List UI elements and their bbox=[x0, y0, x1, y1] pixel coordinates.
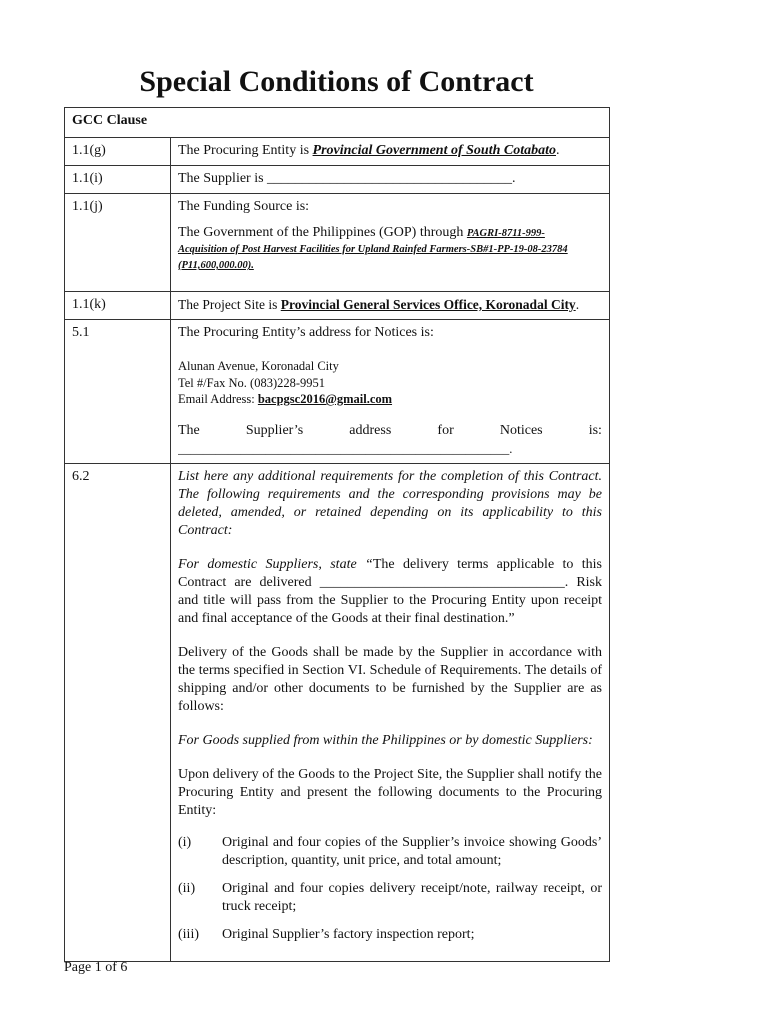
list-item bbox=[178, 880, 602, 916]
funding-source-prefix: The Government of the Philippines (GOP) through bbox=[178, 225, 467, 240]
word: is: bbox=[588, 422, 602, 438]
email-line bbox=[178, 391, 602, 408]
table-row bbox=[65, 320, 610, 464]
list-item bbox=[178, 834, 602, 870]
project-site-name: Provincial General Services Office, Koronadal City bbox=[280, 297, 576, 312]
table-row bbox=[65, 166, 610, 194]
email-address: bacpgsc2016@gmail.com bbox=[257, 392, 393, 406]
procuring-entity-name: Provincial Government of South Cotabato bbox=[312, 143, 557, 158]
word: for bbox=[437, 422, 454, 438]
clause-number: 1.1(k) bbox=[65, 292, 171, 320]
word: Supplier’s bbox=[245, 422, 304, 438]
address-line: Alunan Avenue, Koronadal City bbox=[178, 359, 339, 373]
clause-number: 6.2 bbox=[65, 463, 171, 961]
item-text: Original and four copies of the Supplier’s invoice showing Goods’ description, quantity, unit price, and total amount; bbox=[222, 834, 602, 868]
punctuation: . bbox=[556, 143, 560, 158]
item-number: (i) bbox=[178, 834, 192, 850]
clause-number: 5.1 bbox=[65, 320, 171, 464]
list-item bbox=[178, 926, 602, 944]
domestic-goods-heading: For Goods supplied from within the Philippines or by domestic Suppliers: bbox=[178, 732, 593, 748]
page-title: Special Conditions of Contract bbox=[139, 65, 534, 98]
documents-list bbox=[178, 834, 602, 944]
punctuation: . bbox=[575, 297, 580, 312]
funding-code: PAGRI-8711-999- bbox=[466, 228, 545, 239]
table-row bbox=[65, 194, 610, 292]
supplier-text: The Supplier is ___________________________________. bbox=[171, 166, 610, 194]
page-number: Page 1 of 6 bbox=[64, 960, 128, 975]
funding-source-label: The Funding Source is: bbox=[178, 199, 310, 214]
documents-paragraph: Upon delivery of the Goods to the Project Site, the Supplier shall notify the Procuring Entity and present the following documents to the Procuring Entity: bbox=[178, 766, 602, 818]
table-row bbox=[65, 138, 610, 166]
table-row bbox=[65, 463, 610, 961]
clause-number: 1.1(i) bbox=[65, 166, 171, 194]
notice-address-label: The Procuring Entity’s address for Notices is: bbox=[178, 325, 434, 340]
clause-number: 1.1(g) bbox=[65, 138, 171, 166]
email-label: Email Address: bbox=[178, 392, 258, 406]
clause-text bbox=[171, 194, 610, 292]
supplier-notice-line bbox=[178, 422, 602, 440]
delivery-terms-intro: For domestic Suppliers, state “ bbox=[178, 556, 373, 572]
item-text: Original Supplier’s factory inspection report; bbox=[222, 926, 475, 942]
item-number: (iii) bbox=[178, 926, 199, 942]
clause-number: 1.1(j) bbox=[65, 194, 171, 292]
delivery-paragraph: Delivery of the Goods shall be made by the Supplier in accordance with the terms specified in Section VI. Schedule of Requirements. The details of shipping and/or other documents to be furnished by the Supplier are as follows: bbox=[178, 644, 602, 714]
special-conditions-table bbox=[64, 107, 610, 962]
word: The bbox=[178, 422, 200, 438]
funding-source-text bbox=[178, 224, 602, 242]
project-site-label: The Project Site is bbox=[178, 297, 281, 312]
word: address bbox=[349, 422, 392, 438]
supplier-address-blank: _____________________________________________________. bbox=[178, 441, 513, 456]
gcc-clause-header: GCC Clause bbox=[65, 108, 610, 138]
clause-text bbox=[171, 138, 610, 166]
clause-text bbox=[171, 463, 610, 961]
table-row bbox=[65, 292, 610, 320]
procuring-entity-label: The Procuring Entity is bbox=[178, 143, 313, 158]
word: Notices bbox=[499, 422, 543, 438]
clause-text bbox=[171, 320, 610, 464]
phone-line: Tel #/Fax No. (083)228-9951 bbox=[178, 375, 326, 390]
procuring-entity-address bbox=[178, 358, 602, 408]
instruction-paragraph: List here any additional requirements for the completion of this Contract. The following requirements and the corresponding provisions may be deleted, amended, or retained depending on its applicability to this Contract: bbox=[178, 468, 602, 538]
funding-project-name: Acquisition of Post Harvest Facilities for Upland Rainfed Farmers-SB#1-PP-19-08-23784 (P11,600,000.00). bbox=[178, 244, 568, 271]
delivery-terms-text: The delivery terms applicable to this Contract are delivered ___________________________________. Risk and title will pass from the Supplier to the Procuring Entity upon receipt and final acceptance of the Goods at their final destination.” bbox=[178, 556, 602, 626]
delivery-terms-paragraph bbox=[178, 556, 602, 628]
clause-text bbox=[171, 292, 610, 320]
item-text: Original and four copies delivery receipt/note, railway receipt, or truck receipt; bbox=[222, 880, 602, 914]
table-header-row bbox=[65, 108, 610, 138]
item-number: (ii) bbox=[178, 880, 196, 896]
